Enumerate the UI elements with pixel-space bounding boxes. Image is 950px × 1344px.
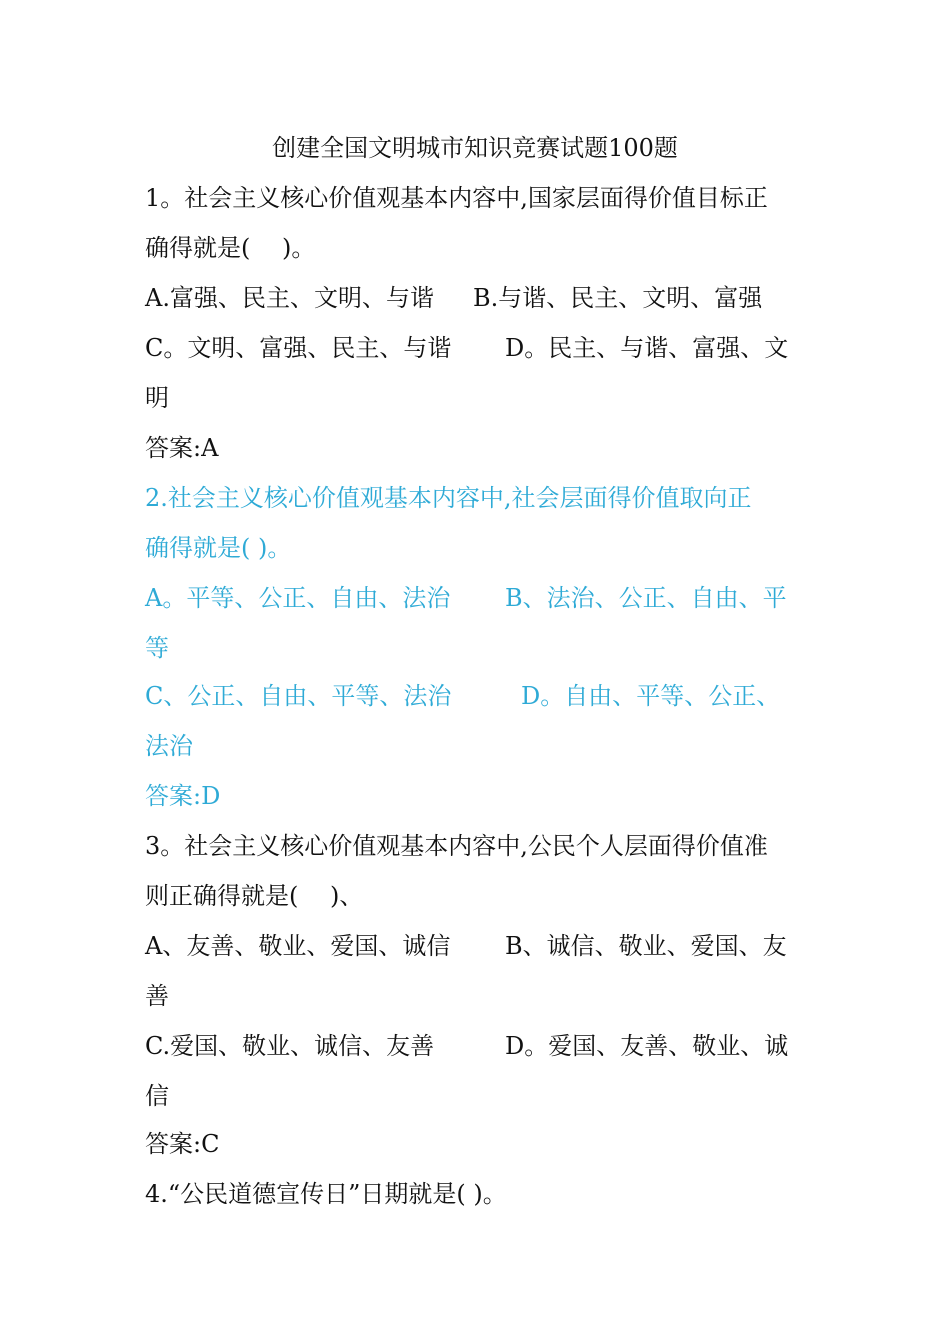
q2-option-d-cont: 法治 (145, 732, 193, 760)
question-4-text: 4.“公民道德宣传日”日期就是( )。 (145, 1180, 507, 1208)
q3-option-d: D。爱国、友善、敬业、诚 (505, 1032, 789, 1060)
q2-option-a: A。平等、公正、自由、法治 (145, 584, 451, 612)
q3-option-b-cont: 善 (145, 982, 169, 1010)
q1-option-d: D。民主、与谐、富强、文 (505, 334, 789, 362)
q2-answer: 答案:D (145, 782, 221, 810)
question-3-text: 3。社会主义核心价值观基本内容中,公民个人层面得价值准 (145, 832, 768, 860)
document-title: 创建全国文明城市知识竞赛试题100题 (272, 134, 678, 162)
q1-option-c: C。文明、富强、民主、与谐 (145, 334, 452, 362)
q3-option-c: C.爱国、敬业、诚信、友善 (145, 1032, 435, 1060)
q1-option-d-cont: 明 (145, 384, 169, 412)
q2-option-b-cont: 等 (145, 634, 169, 662)
question-2-text: 2.社会主义核心价值观基本内容中,社会层面得价值取向正 (145, 484, 752, 512)
q2-option-b: B、法治、公正、自由、平 (505, 584, 787, 612)
question-2-options-cd (145, 676, 825, 716)
q3-option-d-cont: 信 (145, 1082, 169, 1110)
q1-option-b: B.与谐、民主、文明、富强 (473, 284, 763, 312)
question-3-text-cont: 则正确得就是( )、 (145, 882, 364, 910)
question-1-options-cd (145, 328, 825, 368)
question-1-text: 1。社会主义核心价值观基本内容中,国家层面得价值目标正 (145, 184, 768, 212)
q3-answer: 答案:C (145, 1130, 220, 1158)
q1-option-a: A.富强、民主、文明、与谐 (145, 284, 434, 312)
q2-option-c: C、公正、自由、平等、法治 (145, 682, 452, 710)
question-3-options-cd (145, 1026, 825, 1066)
q3-option-a: A、友善、敬业、爱国、诚信 (145, 932, 451, 960)
question-2-options-ab (145, 578, 825, 618)
question-3-options-ab (145, 926, 825, 966)
q3-option-b: B、诚信、敬业、爱国、友 (505, 932, 787, 960)
question-1-options-ab (145, 278, 825, 318)
q1-answer: 答案:A (145, 434, 219, 462)
q2-option-d: D。自由、平等、公正、 (521, 682, 781, 710)
question-2-text-cont: 确得就是( )。 (145, 534, 292, 562)
question-1-text-cont: 确得就是( )。 (145, 234, 316, 262)
